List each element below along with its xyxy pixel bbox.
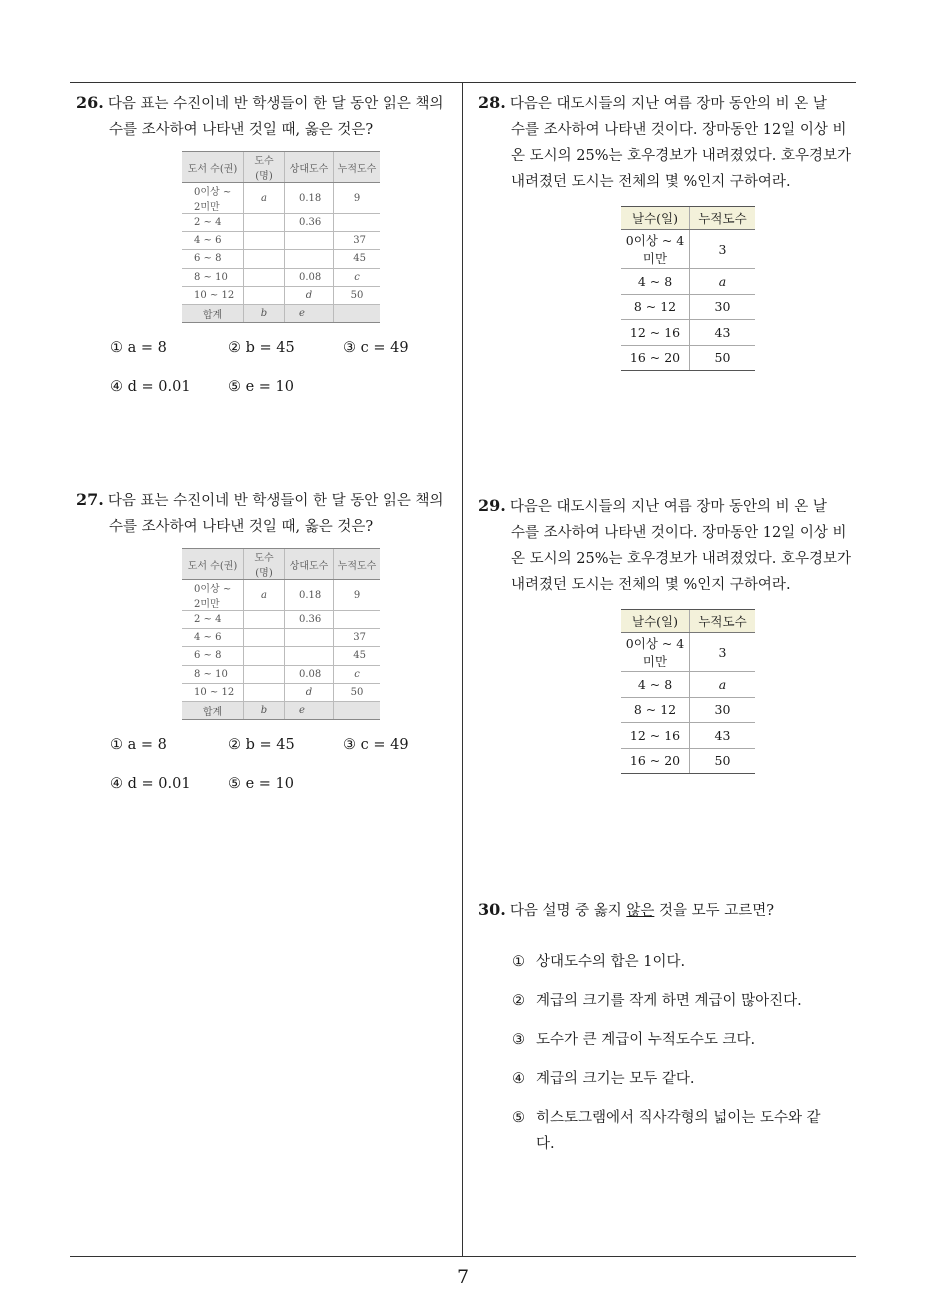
- header-cell: 상대도수: [285, 152, 334, 183]
- table-row: 6 ~ 8 45: [182, 647, 380, 665]
- option-3[interactable]: ③ 도수가 큰 계급이 누적도수도 크다.: [512, 1032, 756, 1048]
- option-2[interactable]: ② 계급의 크기를 작게 하면 계급이 많아진다.: [512, 993, 802, 1009]
- question-30: [478, 897, 858, 924]
- page-number: 7: [456, 1266, 470, 1288]
- table-total-row: 합계 b e: [182, 304, 380, 322]
- table-row: 0이상 ~ 2미만 a 0.18 9: [182, 183, 380, 214]
- choice-3[interactable]: ③ c = 49: [343, 737, 409, 753]
- table-row: 16 ~ 20 50: [621, 748, 755, 774]
- choice-5[interactable]: ⑤ e = 10: [228, 379, 295, 395]
- question-26-text: 26. 다음 표는 수진이네 반 학생들이 한 달 동안 읽은 책의 수를 조사하여 나타낸 것일 때, 옳은 것은?: [76, 93, 444, 138]
- table-row: 8 ~ 10 0.08 c: [182, 665, 380, 683]
- header-cell: 날수(일): [621, 610, 690, 633]
- table-row: 0이상 ~ 2미만 a 0.18 9: [182, 580, 380, 611]
- choice-2[interactable]: ② b = 45: [228, 737, 295, 753]
- option-1[interactable]: ① 상대도수의 합은 1이다.: [512, 954, 686, 970]
- choice-4[interactable]: ④ d = 0.01: [110, 776, 191, 792]
- top-rule: [70, 82, 856, 83]
- question-29: [478, 493, 858, 598]
- choice-3[interactable]: ③ c = 49: [343, 340, 409, 356]
- table-row: 12 ~ 16 43: [621, 723, 755, 749]
- table-row: 2 ~ 4 0.36: [182, 611, 380, 629]
- table-row: 0이상 ~ 4미만 3: [621, 633, 755, 672]
- table-row: 12 ~ 16 43: [621, 320, 755, 346]
- table-row: 4 ~ 8 a: [621, 269, 755, 295]
- table-row: 16 ~ 20 50: [621, 345, 755, 371]
- header-cell: 도서 수(권): [182, 152, 244, 183]
- header-cell: 누적도수: [690, 610, 756, 633]
- header-cell: 날수(일): [621, 207, 690, 230]
- question-26-number: 26.: [76, 93, 104, 112]
- question-29-text: 29. 다음은 대도시들의 지난 여름 장마 동안의 비 온 날 수를 조사하여 나타낸 것이다. 장마동안 12일 이상 비 온 도시의 25%는 호우경보가 내려졌었다. 호우경보가 내려졌던 도시는 전체의 몇 %인지 구하여라.: [478, 496, 852, 593]
- table-total-row: 합계 b e: [182, 701, 380, 719]
- option-5[interactable]: ⑤ 히스토그램에서 직사각형의 넓이는 도수와 같 다.: [512, 1110, 821, 1152]
- table-row: 8 ~ 10 0.08 c: [182, 268, 380, 286]
- choice-5[interactable]: ⑤ e = 10: [228, 776, 295, 792]
- table-row: 6 ~ 8 45: [182, 250, 380, 268]
- choice-4[interactable]: ④ d = 0.01: [110, 379, 191, 395]
- question-30-number: 30.: [478, 900, 506, 919]
- question-27-number: 27.: [76, 490, 104, 509]
- table-row: 10 ~ 12 d 50: [182, 683, 380, 701]
- question-28: [478, 90, 858, 195]
- choice-1[interactable]: ① a = 8: [110, 340, 167, 356]
- table-row: 2 ~ 4 0.36: [182, 214, 380, 232]
- header-cell: 상대도수: [285, 549, 334, 580]
- table-row: 8 ~ 12 30: [621, 294, 755, 320]
- table-row: 0이상 ~ 4미만 3: [621, 230, 755, 269]
- table-row: 10 ~ 12 d 50: [182, 286, 380, 304]
- table-row: 8 ~ 12 30: [621, 697, 755, 723]
- rain-table-29: [621, 609, 755, 774]
- choice-2[interactable]: ② b = 45: [228, 340, 295, 356]
- header-cell: 누적도수: [690, 207, 756, 230]
- bottom-rule: [70, 1256, 856, 1257]
- question-30-text: 30. 다음 설명 중 옳지 않은 것을 모두 고르면?: [478, 900, 775, 919]
- question-29-number: 29.: [478, 496, 506, 515]
- rain-table-28: [621, 206, 755, 371]
- header-cell: 도수(명): [244, 152, 285, 183]
- table-row: 4 ~ 6 37: [182, 232, 380, 250]
- table-row: 4 ~ 8 a: [621, 672, 755, 698]
- table-row: 4 ~ 6 37: [182, 629, 380, 647]
- column-divider: [462, 82, 463, 1257]
- choice-1[interactable]: ① a = 8: [110, 737, 167, 753]
- question-27-text: 27. 다음 표는 수진이네 반 학생들이 한 달 동안 읽은 책의 수를 조사하여 나타낸 것일 때, 옳은 것은?: [76, 490, 444, 535]
- question-28-number: 28.: [478, 93, 506, 112]
- header-cell: 누적도수: [334, 549, 381, 580]
- question-27: [76, 487, 460, 540]
- question-28-text: 28. 다음은 대도시들의 지난 여름 장마 동안의 비 온 날 수를 조사하여 나타낸 것이다. 장마동안 12일 이상 비 온 도시의 25%는 호우경보가 내려졌었다. 호우경보가 내려졌던 도시는 전체의 몇 %인지 구하여라.: [478, 93, 852, 190]
- header-cell: 도수(명): [244, 549, 285, 580]
- option-4[interactable]: ④ 계급의 크기는 모두 같다.: [512, 1071, 695, 1087]
- underlined-word: 않은: [626, 903, 655, 919]
- question-26: [76, 90, 460, 143]
- book-table-27: [182, 548, 380, 720]
- header-cell: 도서 수(권): [182, 549, 244, 580]
- book-table-26: [182, 151, 380, 323]
- header-cell: 누적도수: [334, 152, 381, 183]
